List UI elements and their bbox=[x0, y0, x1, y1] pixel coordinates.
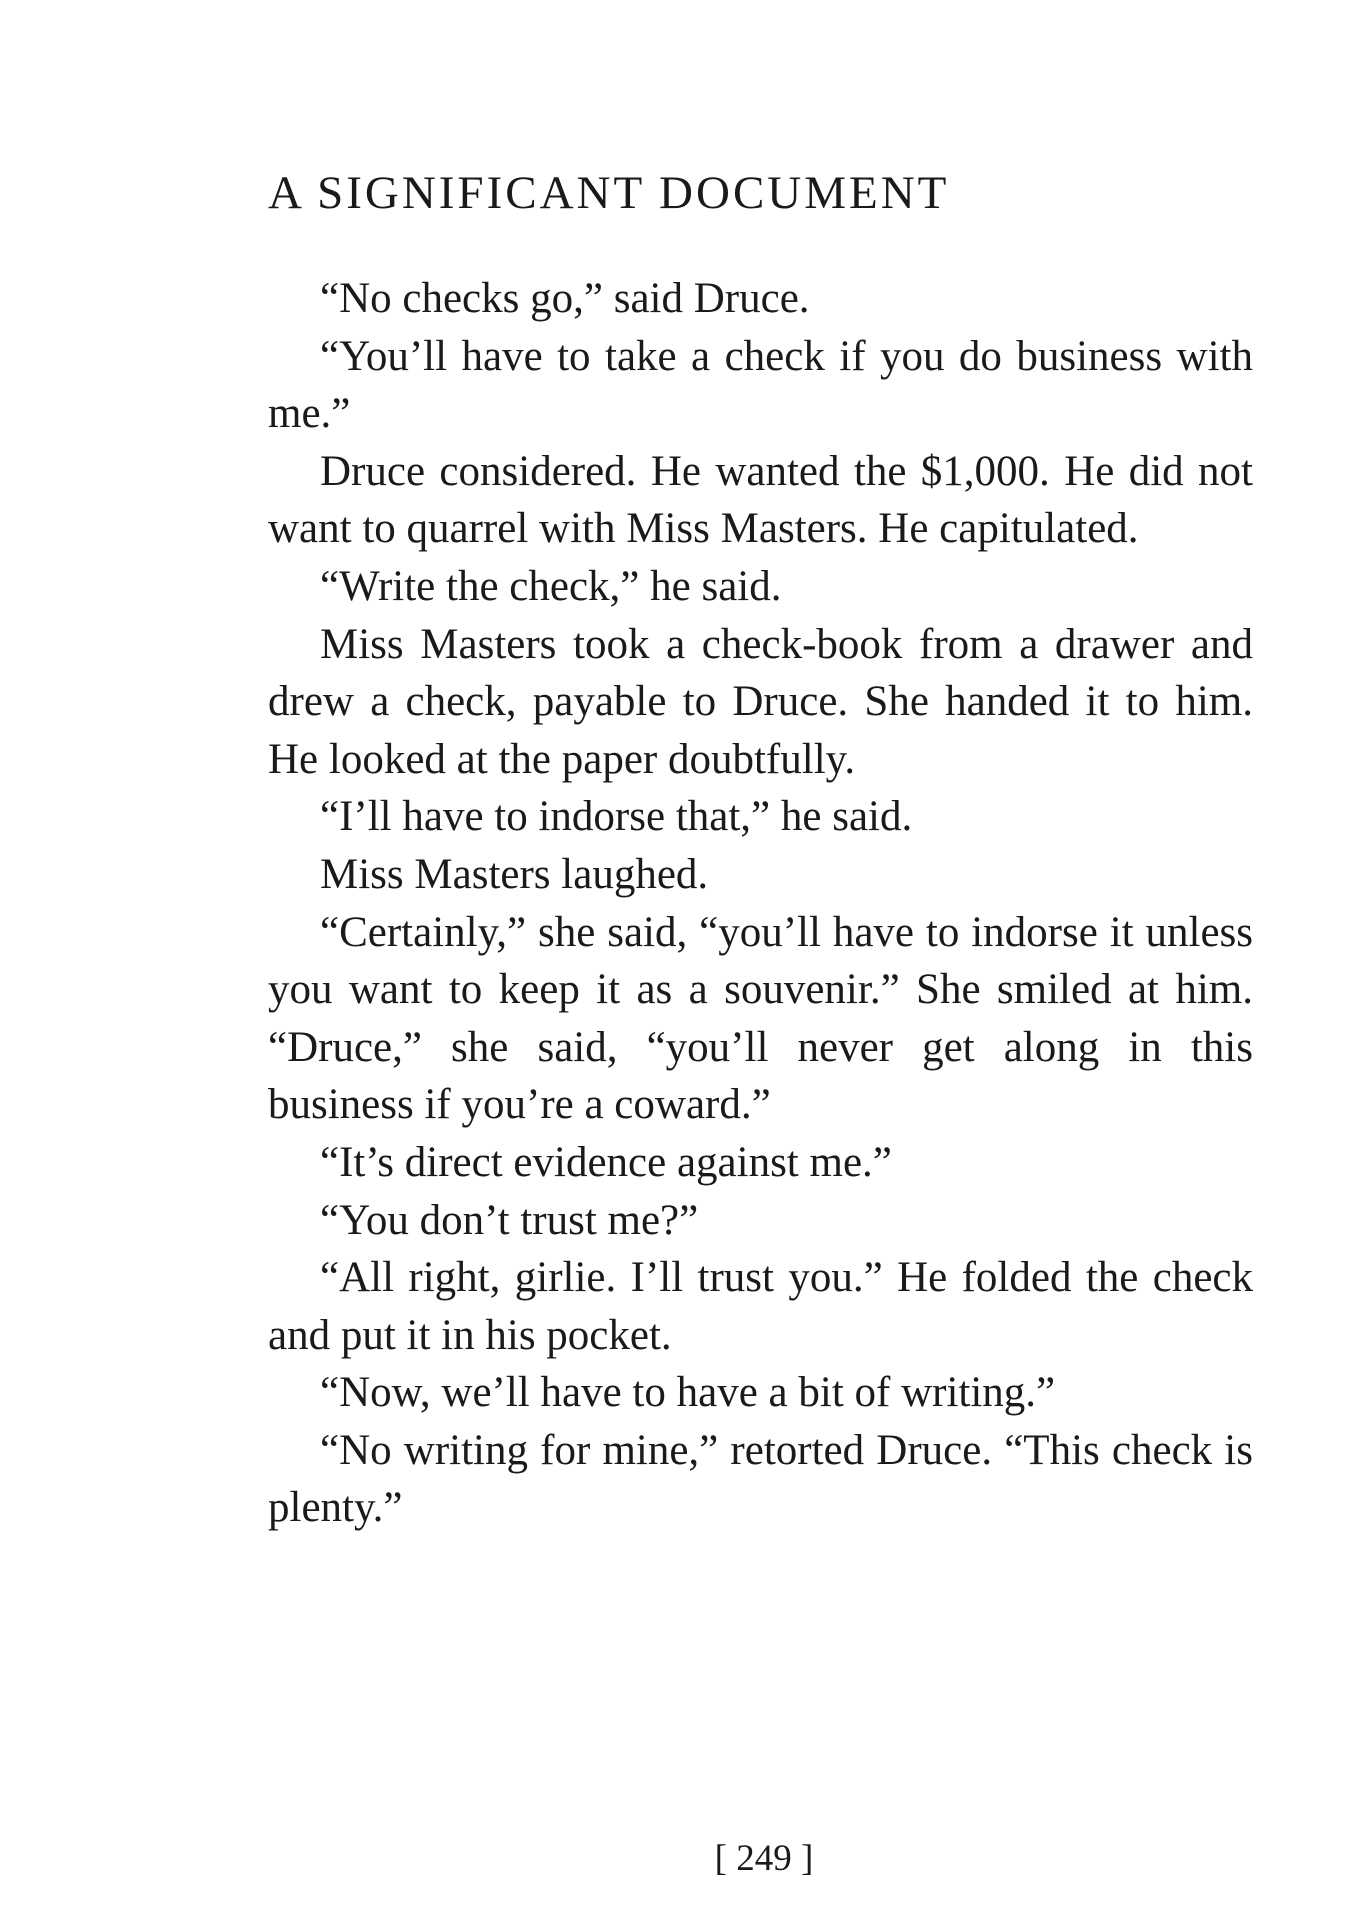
body-text bbox=[268, 270, 1253, 1537]
paragraph: “Write the check,” he said. bbox=[320, 562, 782, 610]
paragraph: “It’s direct evidence against me.” bbox=[320, 1138, 892, 1186]
paragraph: “All right, girlie. I’ll trust you.” He folded the check and put it in his pocket. bbox=[268, 1254, 1253, 1359]
running-head: A SIGNIFICANT DOCUMENT bbox=[268, 167, 950, 219]
paragraph: “Certainly,” she said, “you’ll have to indorse it unless you want to keep it as a souvenir.” She smiled at him. “Druce,” she said, “you’ll never get along in this business if you’re a coward.” bbox=[268, 908, 1253, 1129]
paragraph: “You’ll have to take a check if you do business with me.” bbox=[268, 332, 1253, 438]
paragraph: “You don’t trust me?” bbox=[320, 1196, 699, 1244]
paragraph: “No writing for mine,” retorted Druce. “This check is plenty.” bbox=[268, 1426, 1253, 1532]
paragraph: “No checks go,” said Druce. bbox=[320, 275, 810, 322]
paragraph: Druce considered. He wanted the $1,000. He did not want to quarrel with Miss Masters. He capitulated. bbox=[268, 447, 1253, 553]
paragraph: Miss Masters took a check-book from a drawer and drew a check, payable to Druce. She handed it to him. He looked at the paper doubtfully. bbox=[268, 620, 1253, 783]
paragraph: “I’ll have to indorse that,” he said. bbox=[320, 793, 913, 841]
page-number: [ 249 ] bbox=[714, 1838, 814, 1879]
paragraph: Miss Masters laughed. bbox=[320, 850, 709, 898]
paragraph: “Now, we’ll have to have a bit of writing.” bbox=[320, 1369, 1056, 1417]
